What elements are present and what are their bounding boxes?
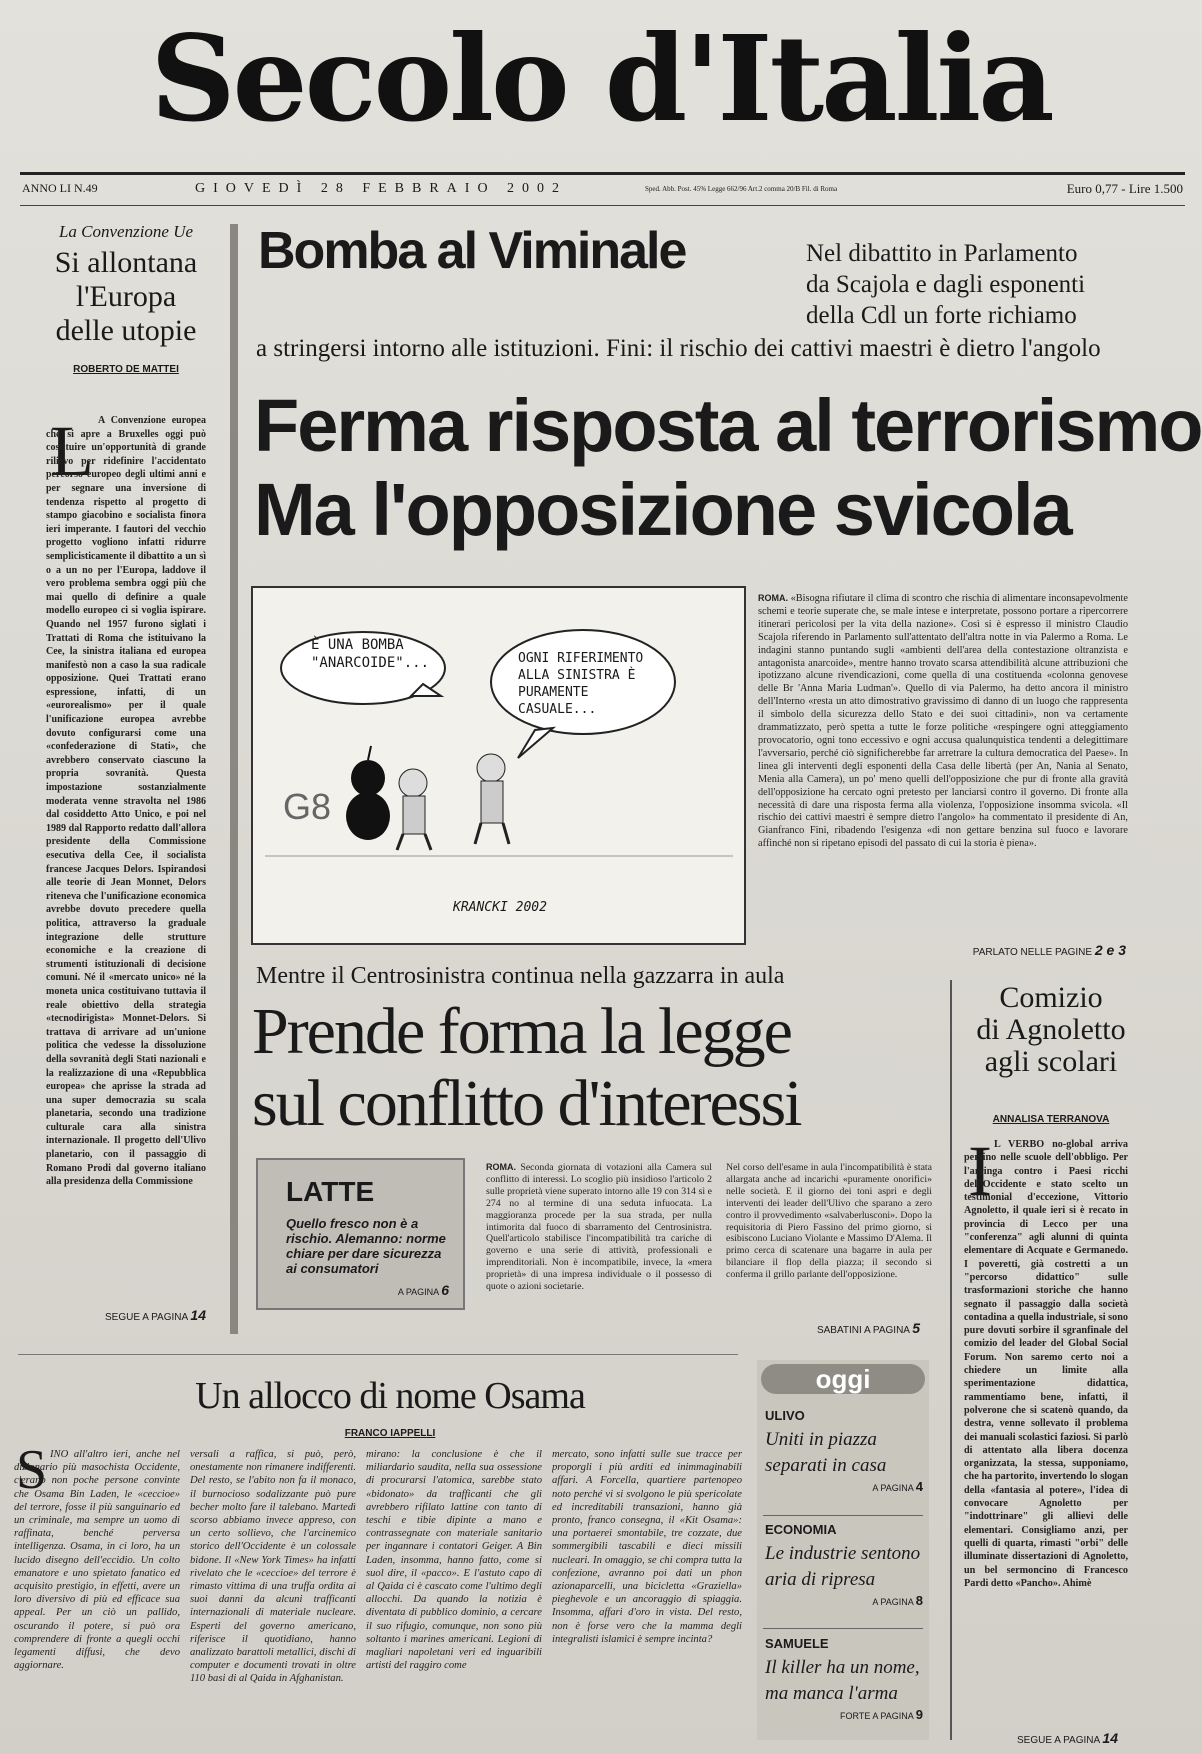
- oggi-headline: Uniti in piazza separati in casa: [765, 1429, 887, 1476]
- left-body: A Convenzione europea che si apre a Bruxelles oggi può costituire un'opportunità di grande rilievo per ridefinire l'accidentato percorso europeo degli ultimi anni e per segnare una inversione di tendenza rispetto al progetto di stampo giacobino e socialista finora ieri imperante. I fautori del vecchio progetto vogliono infatti ridurre semplicisticamente il dibattito a un sì o a un no per l'Europa, laddove il vero problema sembra oggi più che mai quello di definire a quale modello europeo ci si voglia ispirare. Quando nel 1957 furono siglati i Trattati di Roma che istituivano la Cee, la sinistra italiana ed europea manifestò non a caso la sua radicale opposizione. Quei Trattati erano espressione, infatti, di un «eurorealismo» per il quale l'unificazione europea avrebbe dovuto configurarsi come una «confederazione di Stati», che avrebbero conservato ciascuno la propria sovranità. Questa impostazione sostanzialmente moderata venne stravolta nel 1986 dal cosiddetto Atto Unico, e poi nel 1989 dal Rapporto redatto dall'allora presidente della Commissione esecutiva della Cee, il socialista francese Jacques Delors. Ispirandosi alle teorie di Jean Monnet, Delors riteneva che l'unificazione economica avrebbe dovuto precedere quella politica, attraverso la graduale integrazione delle strutture economiche e la creazione di strumenti istituzionali di decisione comuni. Né il «mercato unico» né la moneta unica costituivano tuttavia il reale obiettivo della strategia «tecnodirigista» Monnet-Delors. Si trattava di arrivare ad un'unione politica che vedesse la dissoluzione della sovranità degli Stati nazionali e la realizzazione di una «Repubblica europea» che aprisse la strada ad una super democrazia su scala planetaria, secondo una tradizione culturale cara alla sinistra internazionale. Il progetto dell'Ulivo planetario, con il passaggio di Romano Prodi dal governo italiano alla presidenza della Commissione: [46, 415, 206, 1188]
- cartoon-bubble-left: È UNA BOMBA "ANARCOIDE"...: [311, 637, 430, 671]
- bottom-col-4: mercato, sono infatti sulle sue tracce per proporgli i più arditi ed inimmaginabili affari. A Forcella, quartiere partenopeo noto perché vi si svolgono le più spericolate ed increditabili transazioni, hanno già pronto, franco consegna, il «Kit Osama»: una portaerei smontabile, tre cozzate, due sommergibili tascabili e dieci missili nucleari. In omaggio, se chi compra tutta la confezione, avranno poi dati un phon azionaparcelli, una bicicletta «Graziella» pieghevole e un ancoraggio di spiaggia. Insomma, affari d'oro in vista. Del resto, non è forse vero che la mamma degli integralisti islamici è sempre incinta?: [552, 1449, 742, 1645]
- bottom-col-3: mirano: la conclusione è che il miliardario saudita, nella sua ossessione di procurarsi l'atomica, sarebbe stato «bidonato» da trafficanti che gli avrebbero rifilato lattine con tanto di teschi e tibie dipinte a mano e contrassegnate con materiale sanitario per ingannare i contatori Geiger. A Bin Laden, insomma, hanno fatto, come si suol dire, il «pacco». E l'astuto capo di al Qaida ci è cascato come l'ultimo degli allocchi. Da quando la notizia è diventata di pubblico dominio, a cercare il suo rifugio, comunque, non sono più soltanto i marines americani. Legioni di magliari napoletani veri ed inguaribili artisti del raggiro come: [366, 1449, 542, 1672]
- oggi-section: SAMUELE: [765, 1636, 829, 1651]
- left-article: [38, 222, 214, 375]
- lead-headline: [254, 384, 1201, 552]
- left-title-line: delle utopie: [55, 314, 197, 347]
- oggi-item: [765, 1408, 923, 1494]
- issue-date: GIOVEDÌ 28 FEBBRAIO 2002: [195, 181, 568, 196]
- comizio-body: L VERBO no-global arriva persino nelle scuole dell'obbligo. Per l'arringa contro i Paesi ricchi dell'Occidente e stato scelto un testimonial d'eccezione, Vittorio Agnoletto, il quale ieri si è recato in provincia di Lecco per una "conferenza" agli alunni di quinta elementare di Acquate e Germanedo. I poveretti, già costretti a un "percorso didattico" sulle trasformazioni storiche che hanno segnato il passaggio dalla società contadina a quella industriale, si sono pure dovuti sorbire il sgranfinale del comizio del leader del Global Social Forum. Non saremo certo noi a chiedere un limite alla sperimentazione didattica, rammentiamo bene, infatti, il polverone che si scatenò quando, da destra, venne sollevato il problema dei manuali scolastici faziosi. Si parlò di attentato alla libera docenza organizzata, la stessa, supponiamo, che ha partorito, invertendo lo slogan della «fantasia al potere», l'idea di convocare Agnoletto per "indottrinare" gli allievi delle elementari. Consigliamo anzi, per quelli di quarta, rimasti "orbi" delle illuminate dissertazioni di Agnoletto, un bel sermoncino di Francesco Pardi detto «Pancho». Ahimè: [964, 1139, 1128, 1589]
- more-label: PARLATO NELLE PAGINE: [972, 947, 1093, 958]
- comizio-title-line: agli scolari: [984, 1045, 1118, 1078]
- more-label: SABATINI A PAGINA: [816, 1325, 910, 1336]
- masthead: Secolo d'Italia: [150, 9, 1052, 148]
- lead-subhead: a stringersi intorno alle istituzioni. Fini: il rischio dei cattivi maestri è dietro l'angolo: [256, 335, 1101, 362]
- oggi-headline: Il killer ha un nome, ma manca l'arma: [765, 1657, 920, 1704]
- comizio-title: [960, 982, 1142, 1078]
- bottom-author: FRANCO IAPPELLI: [344, 1428, 436, 1439]
- second-headline-line: sul conflitto d'interessi: [252, 1067, 801, 1140]
- oggi-page-label: A PAGINA: [872, 1483, 914, 1493]
- oggi-page: 4: [915, 1479, 923, 1494]
- lead-body: [758, 592, 1128, 930]
- latte-title: LATTE: [286, 1176, 375, 1207]
- oggi-title: oggi: [761, 1364, 925, 1394]
- oggi-page: 8: [915, 1593, 923, 1608]
- latte-page-ref: [398, 1282, 449, 1298]
- left-drop-cap: L: [50, 411, 94, 491]
- lead-kicker: Bomba al Viminale: [258, 222, 686, 280]
- oggi-page: 9: [915, 1707, 923, 1722]
- lead-headline-line: Ferma risposta al terrorismo: [254, 384, 1202, 467]
- latte-text: Quello fresco non è a rischio. Alemanno: norme chiare per dare sicurezza ai consumatori: [286, 1216, 446, 1276]
- bottom-separator: [18, 1354, 738, 1355]
- oggi-box: [757, 1360, 929, 1740]
- left-title-line: Si allontana: [54, 246, 198, 279]
- cartoon-g8-label: G8: [283, 786, 332, 827]
- more-pages: 2 e 3: [1094, 942, 1126, 958]
- editorial-cartoon: [251, 586, 746, 945]
- latte-page: 6: [441, 1282, 449, 1298]
- second-body-2: Nel corso dell'esame in aula l'incompatibilità è stata allargata anche ad incarichi «puramente onorifici» nelle società. E il giorno dei toni aspri e degli interventi dei leader dell'Ulivo che sparano a zero contro il provvedimento «salvaberlusconi». Dopo la requisitoria di Piero Fassino del primo giorno, si esibiscono Luciano Violante e Massimo D'Alema. Il primo cerca di scatenare una bagarre in aula per bilanciare il flop della piazza; il secondo si conferma il grillo parlante dell'opposizione.: [726, 1162, 932, 1281]
- second-more: [760, 1320, 920, 1336]
- comizio-title-line: di Agnoletto: [976, 1013, 1126, 1046]
- oggi-section: ECONOMIA: [765, 1522, 837, 1537]
- bottom-drop-cap: S: [16, 1439, 48, 1501]
- oggi-page-ref: [765, 1593, 923, 1608]
- oggi-headline: Le industrie sentono aria di ripresa: [765, 1543, 921, 1590]
- oggi-page-label: A PAGINA: [872, 1597, 914, 1607]
- comizio-title-line: Comizio: [999, 981, 1103, 1014]
- oggi-page-label: FORTE A PAGINA: [840, 1711, 914, 1721]
- second-body-dateline: ROMA.: [486, 1162, 516, 1172]
- cartoon-signature: KRANCKI 2002: [453, 900, 547, 915]
- continued-page: 14: [1102, 1730, 1118, 1746]
- continued-page: 14: [190, 1307, 206, 1323]
- postal-notice: Sped. Abb. Post. 45% Legge 662/96 Art.2 comma 20/B Fil. di Roma: [645, 185, 838, 193]
- comizio-author: ANNALISA TERRANOVA: [992, 1114, 1110, 1125]
- bottom-col-2: versali a raffica, si può, però, onestamente non rimanere indifferenti. Del resto, se l'abito non fa il monaco, il burnocioso sodalizzante può pure becher molto fare il talebano. Martedì scorso abbiamo invece appreso, con un certo sollievo, che l'arcinemico storico dell'Occidente è un colossale bidone. Il «New York Times» ha infatti rivelato che le «ceccioe» del terrore è rimasto vittima di una truffa ordita ai suoi danni da alcuni trafficanti internazionali di materiale nucleare. Esperti del governo americano, riferisce il quotidiano, hanno analizzato barattoli metallici, dischi di computer e documenti trovati in oltre 110 basi di al Qaida in Afghanistan.: [190, 1449, 356, 1685]
- second-headline: [252, 996, 800, 1140]
- more-page: 5: [912, 1320, 920, 1336]
- left-continued: [88, 1307, 206, 1323]
- continued-label: SEGUE A PAGINA: [1017, 1735, 1100, 1746]
- comizio-drop-cap: I: [968, 1131, 992, 1211]
- continued-label: SEGUE A PAGINA: [105, 1312, 188, 1323]
- oggi-page-ref: [765, 1479, 923, 1494]
- cartoon-bubble-right: OGNI RIFERIMENTO ALLA SINISTRA È PURAMENTE CASUALE...: [518, 651, 644, 717]
- oggi-page-ref: [765, 1707, 923, 1722]
- left-column-rule: [230, 224, 238, 1334]
- oggi-divider: [763, 1515, 923, 1516]
- oggi-item: [765, 1636, 923, 1722]
- bottom-col-1: INO all'altro ieri, anche nel dizionario più masochista Occidente, c'erano non poche persone convinte che Osama Bin Laden, le «ceccioe» del terrore, fosse il più sanguinario ed un criminale, ma sempre un uomo di raffinata, benché perversa intelligenza. Osama, in ci loro, ha un lucido disegno dell'eccidio. Un colto emanatore e uno spietato fanatico ed acquisito prestigio, in effetti, avere un loro diversivo di più ed efficace sua appeal. Per un ciò un pallido, oscurando il potere, si può ora comprendere di fronte a quegli occhi legamenti diffusi, che devo aggiornare.: [14, 1449, 180, 1672]
- lead-more: [930, 942, 1126, 958]
- latte-box: [256, 1158, 465, 1310]
- left-author: ROBERTO DE MATTEI: [73, 364, 179, 375]
- left-title: [38, 246, 214, 348]
- second-headline-line: Prende forma la legge: [252, 995, 791, 1068]
- oggi-item: [765, 1522, 923, 1608]
- comizio-continued: [968, 1730, 1118, 1746]
- issue-number: ANNO LI N.49: [22, 181, 98, 195]
- second-body-text: Seconda giornata di votazioni alla Camera sul conflitto di interessi. Lo scoglio più insidioso l'articolo 2 sulle proprietà viene superato intorno alle 19 con 314 sì e 274 no al termine di una seduta infuocata. La maggioranza procede per la sua strada, per nulla intimorita dal fuoco di sbarramento del Centrosinistra. Quell'articolo stabilisce l'incompatibilità tra cariche di governo e una serie di attività, professionali e imprenditoriali. Non è incompatibile, invece, la «mera proprietà» di una impresa individuale o il possesso di quote o azioni societarie.: [486, 1162, 712, 1293]
- lead-side-text: Nel dibattito in Parlamento da Scajola e dagli esponenti della Cdl un forte richiamo: [806, 240, 1086, 329]
- price: Euro 0,77 - Lire 1.500: [1066, 181, 1183, 196]
- bottom-headline: Un allocco di nome Osama: [195, 1375, 585, 1417]
- lead-headline-line: Ma l'opposizione svicola: [254, 468, 1071, 551]
- comizio-rule: [950, 980, 952, 1740]
- lead-body-dateline: ROMA.: [758, 593, 788, 603]
- lead-body-text: «Bisogna rifiutare il clima di scontro che rischia di alimentare inconsapevolmente schemi e teorie superate che, se male intese e interpretate, possono portare a ripercorrere itinerari pericolosi per la vita della nazione». Così si è espresso il ministro Claudio Scajola riferendo in Parlamento sull'attentato dell'altra notte in via Palermo a Roma. Le indagini stanno puntando sugli «ambienti dell'area della contestazione oltranzista e antagonista anarcoide», mentre hanno trovato scarsa attendibilità alcune attribuzioni che ipotizzano alcune rivendicazioni, come quella di una costituenda «colonna genovese delle Br 'Anna Maria Ludman'». Quello di via Palermo, ha detto ancora il ministro dell'Interno «resta un atto dimostrativo gravissimo di danno di un luogo che rappresenta il simbolo della sicurezza dello Stato e dei suoi cittadini», non va certamente drammatizzato, però spetta a tutte le forze politiche «respingere ogni atteggiamento provocatorio, ogni tono eccessivo e ogni accusa qualunquistica tendenti a delegittimare l'avversario, perché ciò significherebbe far arretrare la cultura democratica del Paese». In linea gli interventi degli esponenti della Casa delle libertà (per An, Nania al Senato, Menia alla Camera), un po' meno quelli dell'opposizione che pur di fronte alla gravità dell'opposizione ha cercato ogni pretesto per lanciarsi contro il governo. Di fronte alla necessità di dare una risposta ferma alla violenza, l'opposizione insomma svicola. «Il rischio dei cattivi maestri è sempre dietro l'angolo» ha commentato il presidente di An, Gianfranco Fini, ribadendo l'esigenza «di non gettare benzina sul fuoco e lavorare affinché non si ripetano episodi del passato di cui la storia è piena».: [758, 593, 1128, 850]
- dateline-bar: [20, 172, 1185, 206]
- oggi-divider: [763, 1628, 923, 1629]
- latte-page-label: A PAGINA: [397, 1287, 439, 1297]
- second-kicker: Mentre il Centrosinistra continua nella gazzarra in aula: [256, 963, 785, 989]
- second-body-1: [486, 1162, 712, 1328]
- left-kicker: La Convenzione Ue: [58, 222, 194, 241]
- oggi-section: ULIVO: [765, 1408, 805, 1423]
- left-title-line: l'Europa: [75, 280, 177, 313]
